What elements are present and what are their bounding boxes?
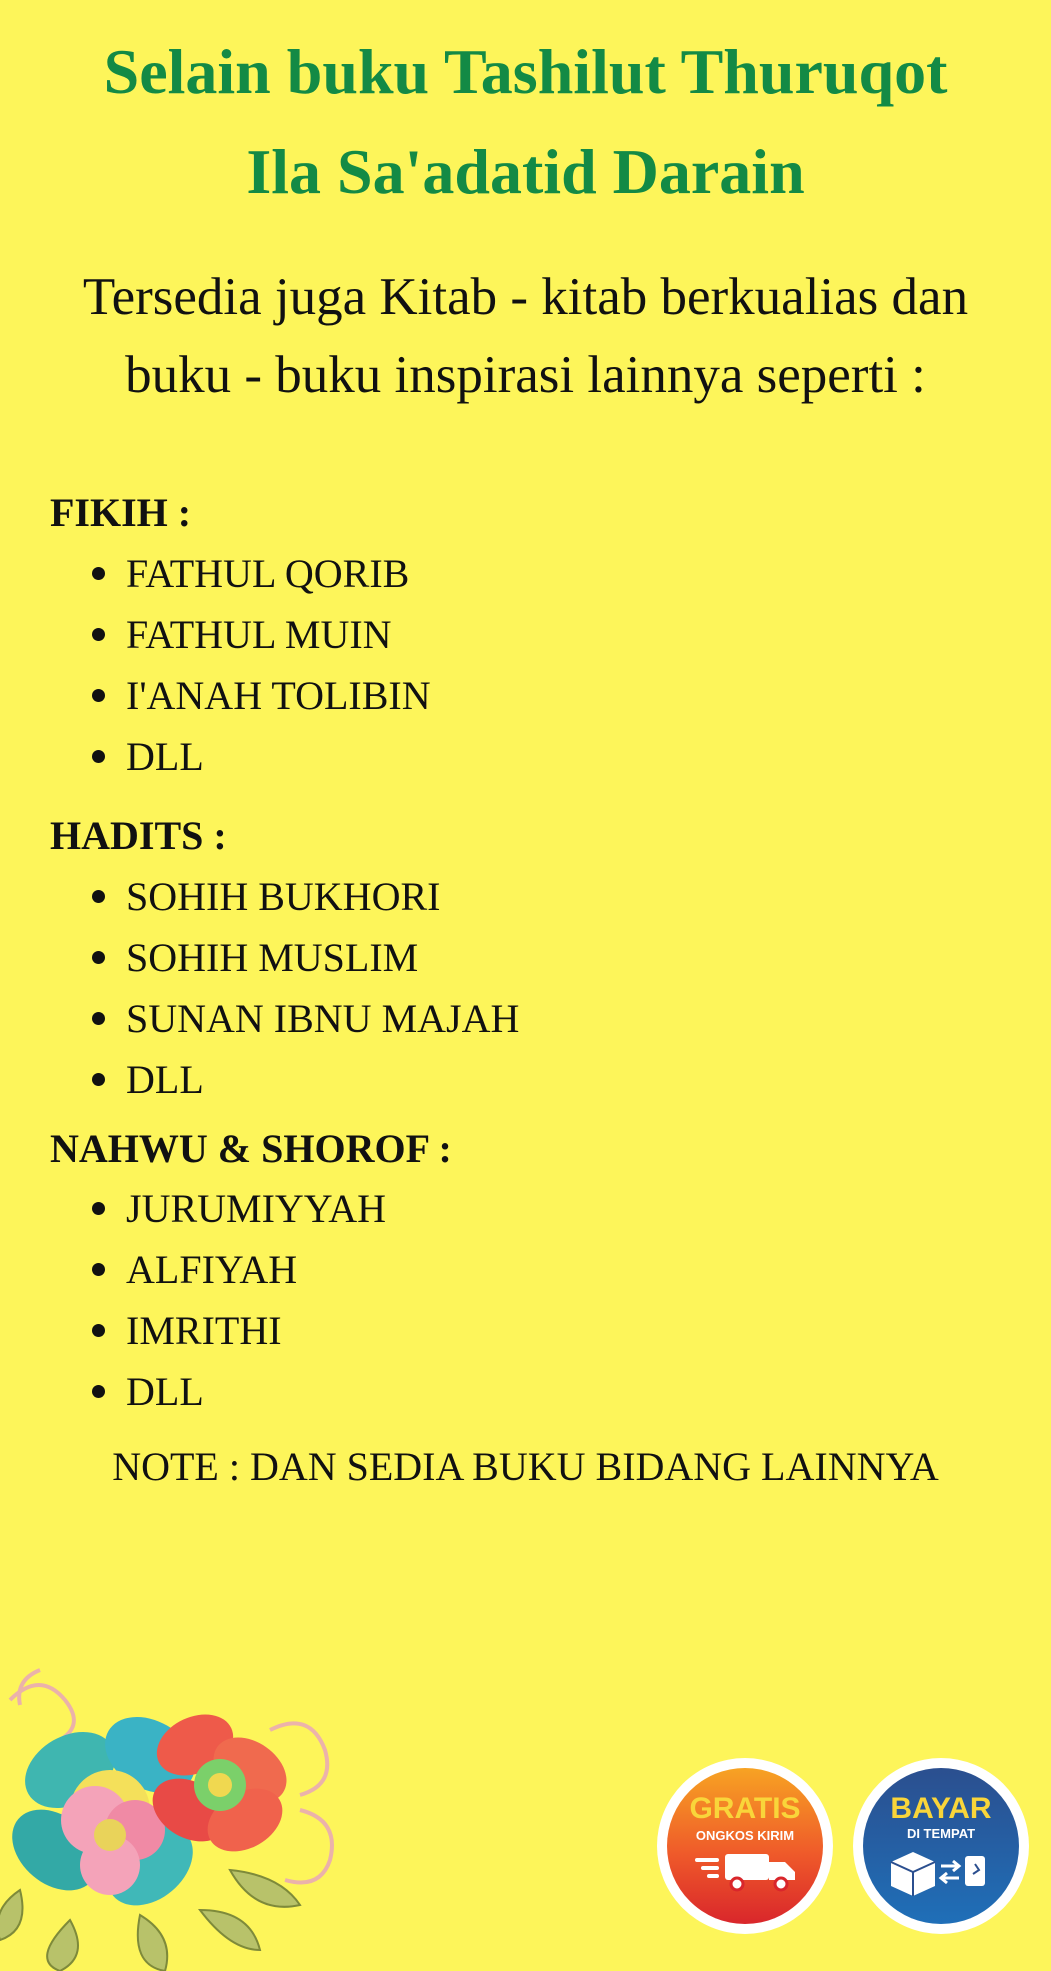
list-item [92, 726, 431, 787]
book-title: I'ANAH TOLIBIN [126, 673, 431, 718]
book-list-hadits [92, 866, 519, 1110]
book-title: SOHIH BUKHORI [126, 874, 441, 919]
list-item [92, 543, 431, 604]
free-shipping-badge [655, 1756, 835, 1936]
book-title: SOHIH MUSLIM [126, 935, 419, 980]
title-line-2: Ila Sa'adatid Darain [246, 136, 805, 207]
bullet-icon [92, 1012, 105, 1025]
book-title: IMRITHI [126, 1308, 282, 1353]
bullet-icon [92, 951, 105, 964]
list-item [92, 988, 519, 1049]
cod-line-1: BAYAR [890, 1792, 992, 1825]
book-title: DLL [126, 1057, 204, 1102]
book-title: FATHUL QORIB [126, 551, 410, 596]
book-title: SUNAN IBNU MAJAH [126, 996, 520, 1041]
free-shipping-line-2: ONGKOS KIRIM [695, 1828, 795, 1843]
bullet-icon [92, 890, 105, 903]
free-shipping-line-1: GRATIS [689, 1792, 801, 1825]
list-item [92, 927, 519, 988]
bullet-icon [92, 628, 105, 641]
list-item [92, 1178, 386, 1239]
list-item [92, 665, 431, 726]
list-item [92, 1239, 386, 1300]
intro-text [0, 258, 1051, 414]
cod-badge [851, 1756, 1031, 1936]
note-text: NOTE : DAN SEDIA BUKU BIDANG LAINNYA [112, 1444, 939, 1489]
list-item [92, 1300, 386, 1361]
list-item [92, 866, 519, 927]
bullet-icon [92, 1202, 105, 1215]
section-heading-fikih: FIKIH : [50, 490, 192, 535]
bullet-icon [92, 689, 105, 702]
bullet-icon [92, 1324, 105, 1337]
bullet-icon [92, 750, 105, 763]
book-title: DLL [126, 734, 204, 779]
book-list-fikih [92, 543, 431, 787]
book-title: ALFIYAH [126, 1247, 298, 1292]
bullet-icon [92, 1073, 105, 1086]
book-list-nahwu-shorof [92, 1178, 386, 1422]
bullet-icon [92, 1385, 105, 1398]
bullet-icon [92, 1263, 105, 1276]
list-item [92, 1049, 519, 1110]
section-heading-hadits: HADITS : [50, 813, 227, 858]
title-line-1: Selain buku Tashilut Thuruqot [103, 36, 948, 107]
bullet-icon [92, 567, 105, 580]
book-title: DLL [126, 1369, 204, 1414]
cod-line-2: DI TEMPAT [906, 1826, 976, 1841]
intro-line-2: buku - buku inspirasi lainnya seperti : [125, 346, 926, 404]
section-heading-nahwu-shorof: NAHWU & SHOROF : [50, 1126, 452, 1171]
list-item [92, 1361, 386, 1422]
page-title [0, 22, 1051, 222]
flower-bouquet-icon [0, 1660, 360, 1971]
list-item [92, 604, 431, 665]
intro-line-1: Tersedia juga Kitab - kitab berkualias dan [82, 268, 969, 326]
book-title: FATHUL MUIN [126, 612, 392, 657]
book-title: JURUMIYYAH [126, 1186, 387, 1231]
